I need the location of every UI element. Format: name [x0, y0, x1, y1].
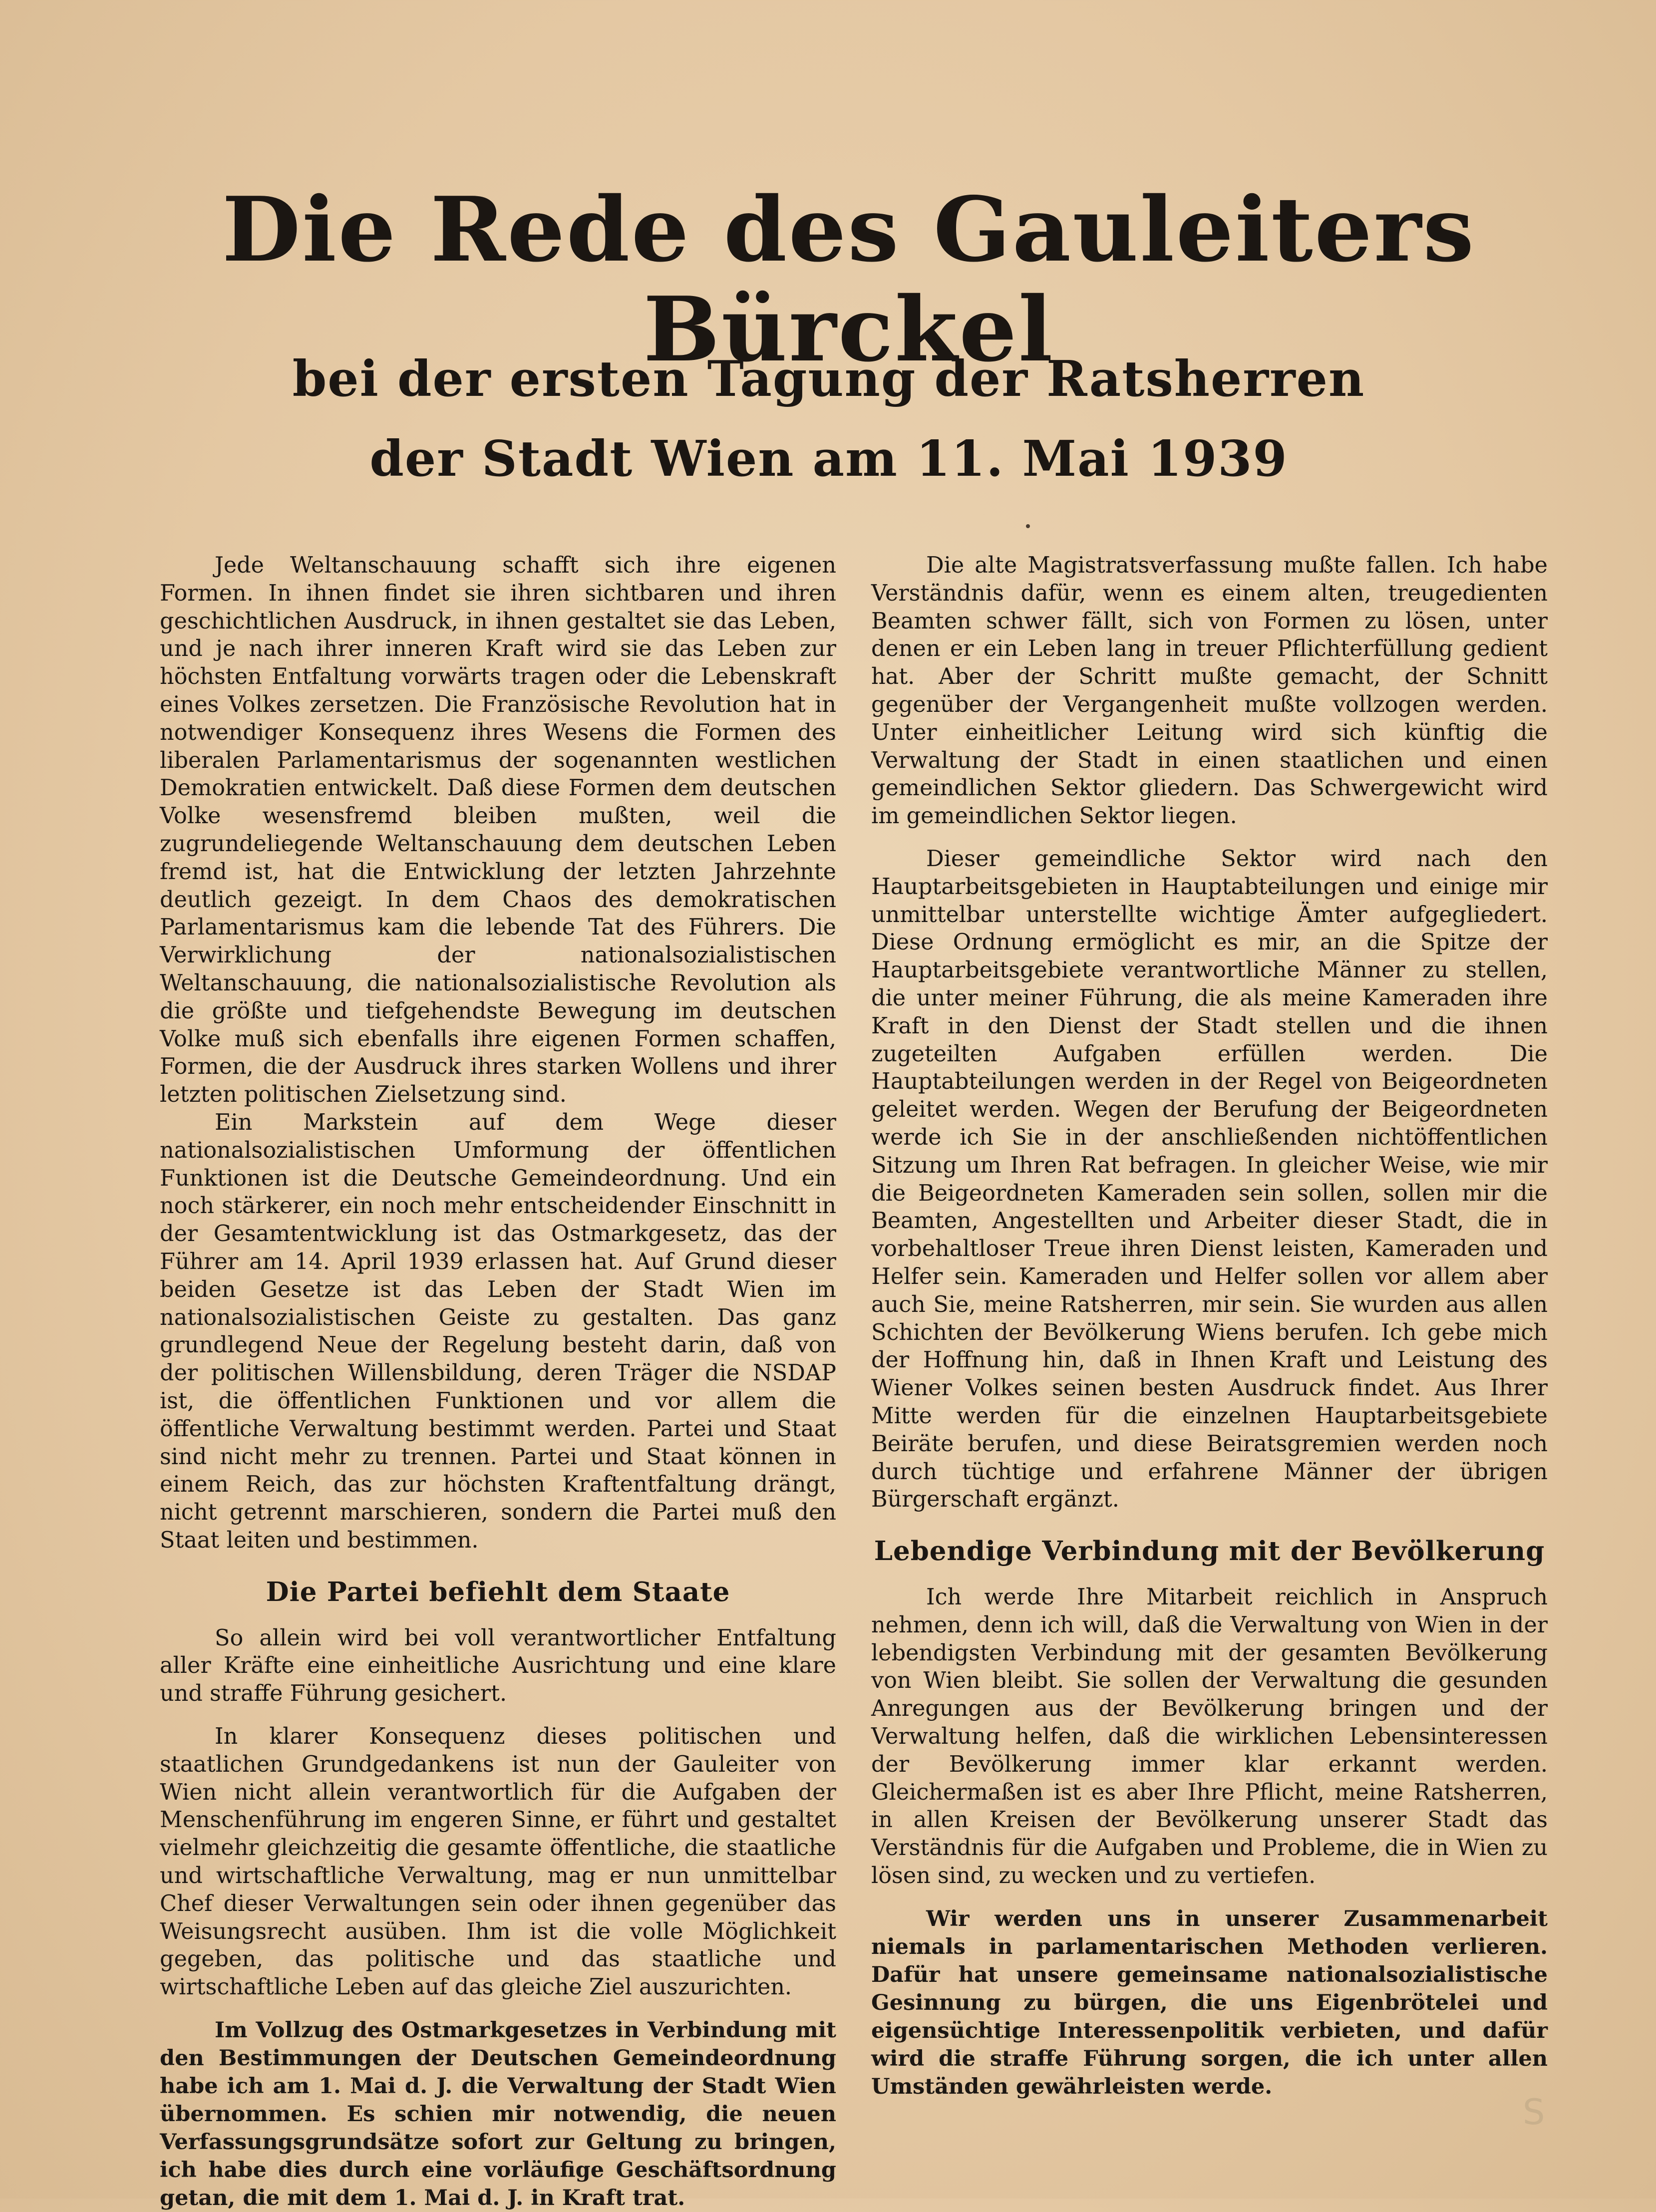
paragraph: So allein wird bei voll verantwortlicher Entfaltung aller Kräfte eine einheitliche Ausrichtung und eine klare und straffe Führung gesichert. [160, 1625, 836, 1707]
paragraph: Ich werde Ihre Mitarbeit reichlich in Anspruch nehmen, denn ich will, daß die Verwaltung von Wien in der lebendigsten Verbindung mit der gesamten Bevölkerung von Wien bleibt. Sie sollen der Verwaltung die gesunden Anregungen aus der Bevölkerung bringen und der Verwaltung helfen, daß die wirklichen Lebensinteressen der Bevölkerung immer klar erkannt werden. Gleichermaßen ist es aber Ihre Pflicht, meine Ratsherren, in allen Kreisen der Bevölkerung unserer Stadt das Verständnis für die Aufgaben und Probleme, die in Wien zu lösen sind, zu wecken und zu vertiefen. [871, 1584, 1548, 1889]
paragraph: Dieser gemeindliche Sektor wird nach den Hauptarbeitsgebieten in Hauptabteilungen und einige mir unmittelbar unterstellte wichtige Ämter aufgegliedert. Diese Ordnung ermöglicht es mir, an die Spitze der Hauptarbeitsgebiete verantwortliche Männer zu stellen, die unter meiner Führung, die als meine Kameraden ihre Kraft in den Dienst der Stadt stellen und die ihnen zugeteilten Aufgaben erfüllen werden. Die Hauptabteilungen werden in der Regel von Beigeordneten geleitet werden. Wegen der Berufung der Beigeordneten werde ich Sie in der anschließenden nichtöffentlichen Sitzung um Ihren Rat befragen. In gleicher Weise, wie mir die Beigeordneten Kameraden sein sollen, sollen mir die Beamten, Angestellten und Arbeiter dieser Stadt, die in vorbehaltloser Treue ihren Dienst leisten, Kameraden und Helfer sein. Kameraden und Helfer sollen vor allem aber auch Sie, meine Ratsherren, mir sein. Sie wurden aus allen Schichten der Bevölkerung Wiens berufen. Ich gebe mich der Hoffnung hin, daß in Ihnen Kraft und Leistung des Wiener Volkes seinen besten Ausdruck findet. Aus Ihrer Mitte werden für die einzelnen Hauptarbeitsgebiete Beiräte berufen, und diese Beiratsgremien werden noch durch tüchtige und erfahrene Männer der übrigen Bürgerschaft ergänzt. [871, 846, 1548, 1513]
section-heading: Lebendige Verbindung mit der Bevölkerung [874, 1536, 1545, 1567]
article-title: Die Rede des Gauleiters Bürckel [222, 177, 1476, 381]
bold-paragraph: Im Vollzug des Ostmarkgesetzes in Verbindung mit den Bestimmungen der Deutschen Gemeindeordnung habe ich am 1. Mai d. J. die Verwaltung der Stadt Wien übernommen. Es schien mir notwendig, die neuen Verfassungsgrundsätze sofort zur Geltung zu bringen, ich habe dies durch eine vorläufige Geschäftsordnung getan, die mit dem 1. Mai d. J. in Kraft trat. [160, 2018, 836, 2211]
paragraph: Jede Weltanschauung schafft sich ihre eigenen Formen. In ihnen findet sie ihren sichtbaren und ihren geschichtlichen Ausdruck, in ihnen gestaltet sie das Leben, und je nach ihrer inneren Kraft wird sie das Leben zur höchsten Entfaltung vorwärts tragen oder die Lebenskraft eines Volkes zersetzen. Die Französische Revolution hat in notwendiger Konsequenz ihres Wesens die Formen des liberalen Parlamentarismus der sogenannten westlichen Demokratien entwickelt. Daß diese Formen dem deutschen Volke wesensfremd bleiben mußten, weil die zugrundeliegende Weltanschauung dem deutschen Leben fremd ist, hat die Entwicklung der letzten Jahrzehnte deutlich gezeigt. In dem Chaos des demokratischen Parlamentarismus kam die lebende Tat des Führers. Die Verwirklichung der nationalsozialistischen Weltanschauung, die nationalsozialistische Revolution als die größte und tiefgehendste Bewegung im deutschen Volke muß sich ebenfalls ihre eigenen Formen schaffen, Formen, die der Ausdruck ihres starken Wollens und ihrer letzten politischen Zielsetzung sind. [160, 553, 836, 1108]
left-column [160, 552, 836, 2212]
right-column [871, 552, 1548, 2101]
ornament-dot [1026, 524, 1030, 528]
faded-page-mark: S [1523, 2092, 1545, 2133]
paragraph: Ein Markstein auf dem Wege dieser nationalsozialistischen Umformung der öffentlichen Funktionen ist die Deutsche Gemeindeordnung. Und ein noch stärkerer, ein noch mehr entscheidender Einschnitt in der Gesamtentwicklung ist das Ostmarkgesetz, das der Führer am 14. April 1939 erlassen hat. Auf Grund dieser beiden Gesetze ist das Leben der Stadt Wien im nationalsozialistischen Geiste zu gestalten. Das ganz grundlegend Neue der Regelung besteht darin, daß von der politischen Willensbildung, deren Träger die NSDAP ist, die öffentlichen Funktionen und vor allem die öffentliche Verwaltung bestimmt werden. Partei und Staat sind nicht mehr zu trennen. Partei und Staat können in einem Reich, das zur höchsten Kraftentfaltung drängt, nicht getrennt marschieren, sondern die Partei muß den Staat leiten und bestimmen. [160, 1109, 836, 1553]
bold-paragraph: Wir werden uns in unserer Zusammenarbeit niemals in parlamentarischen Methoden verlieren. Dafür hat unsere gemeinsame nationalsozialistische Gesinnung zu bürgen, die uns Eigenbrötelei und eigensüchtige Interessenpolitik verbieten, und dafür wird die straffe Führung sorgen, die ich unter allen Umständen gewährleisten werde. [871, 1906, 1548, 2099]
section-heading: Die Partei befiehlt dem Staate [266, 1576, 730, 1607]
paragraph: In klarer Konsequenz dieses politischen und staatlichen Grundgedankens ist nun der Gauleiter von Wien nicht allein verantwortlich für die Aufgaben der Menschenführung im engeren Sinne, er führt und gestaltet vielmehr gleichzeitig die gesamte öffentliche, die staatliche und wirtschaftliche Verwaltung, mag er nun unmittelbar Chef dieser Verwaltungen sein oder ihnen gegenüber das Weisungsrecht ausüben. Ihm ist die volle Möglichkeit gegeben, das politische und das staatliche und wirtschaftliche Leben auf das gleiche Ziel auszurichten. [160, 1724, 836, 2000]
paragraph: Die alte Magistratsverfassung mußte fallen. Ich habe Verständnis dafür, wenn es einem alten, treugedienten Beamten schwer fällt, sich von Formen zu lösen, unter denen er ein Leben lang in treuer Pflichterfüllung gedient hat. Aber der Schritt mußte gemacht, der Schnitt gegenüber der Vergangenheit mußte vollzogen werden. Unter einheitlicher Leitung wird sich künftig die Verwaltung der Stadt in einen staatlichen und einen gemeindlichen Sektor gliedern. Das Schwergewicht wird im gemeindlichen Sektor liegen. [871, 553, 1548, 829]
article-subtitle-line2: der Stadt Wien am 11. Mai 1939 [369, 430, 1288, 488]
article-subtitle-line1: bei der ersten Tagung der Ratsherren [292, 350, 1365, 408]
